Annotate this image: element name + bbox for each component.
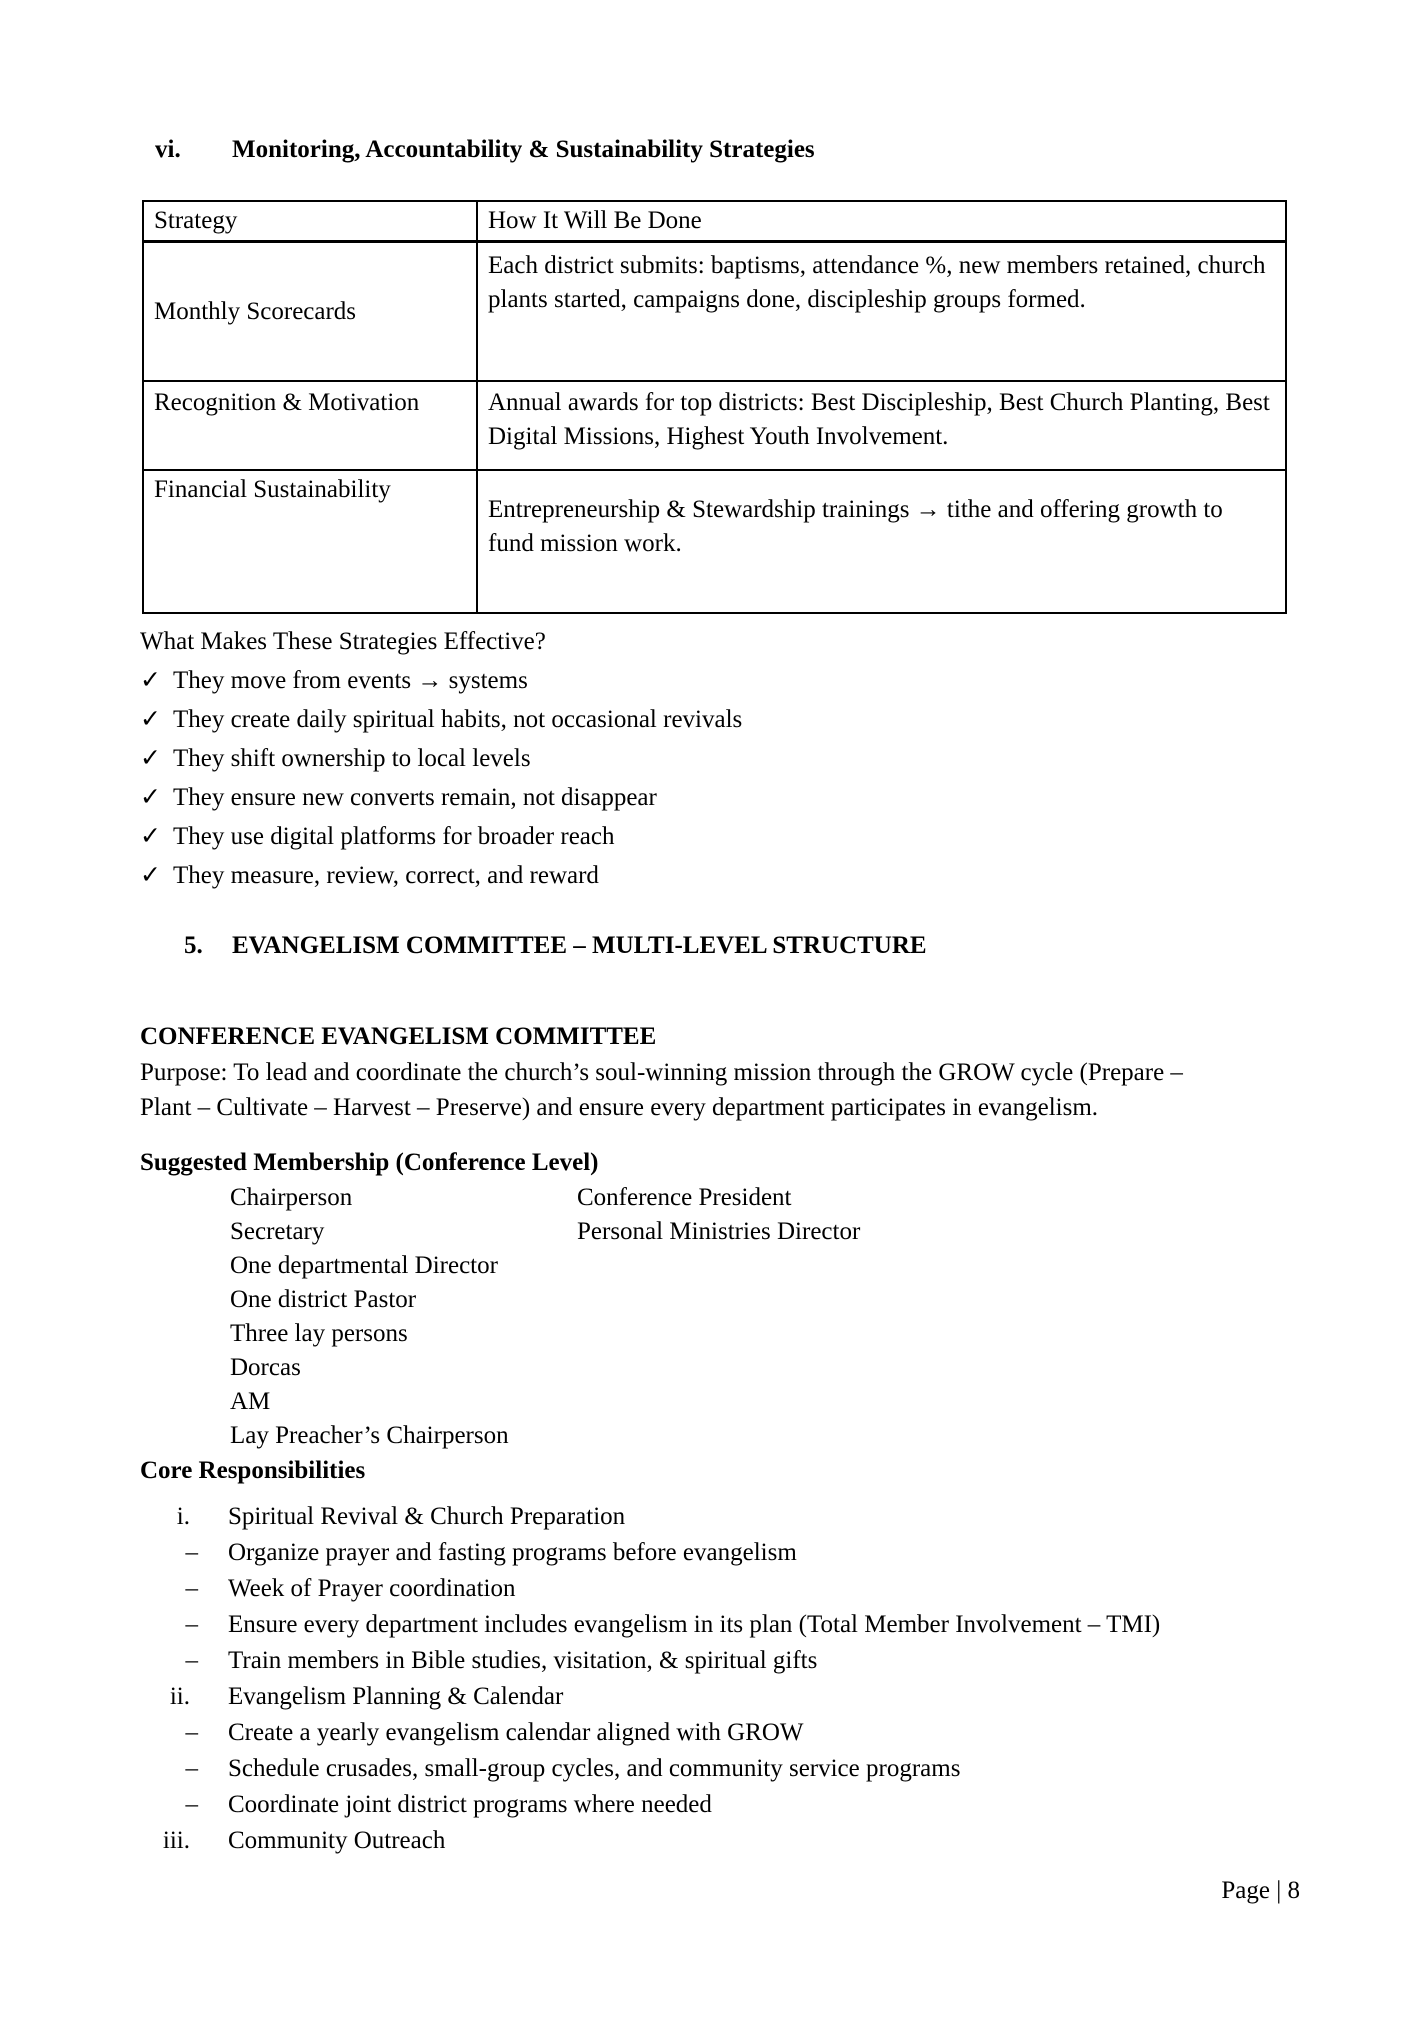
check-icon: ✓ bbox=[140, 821, 161, 850]
membership-role: One district Pastor bbox=[230, 1286, 417, 1313]
column-header-how: How It Will Be Done bbox=[477, 201, 1286, 242]
responsibility-group-heading bbox=[140, 1679, 1290, 1715]
membership-row bbox=[230, 1317, 1290, 1351]
effectiveness-question: What Makes These Strategies Effective? bbox=[140, 628, 546, 655]
responsibility-item-text: Create a yearly evangelism calendar aligned with GROW bbox=[228, 1719, 804, 1746]
cell-how bbox=[477, 381, 1286, 470]
responsibility-group-heading bbox=[140, 1499, 1290, 1535]
check-item-text: They measure, review, correct, and reward bbox=[173, 862, 599, 889]
check-item-text: They use digital platforms for broader reach bbox=[173, 823, 615, 850]
check-item-text: They shift ownership to local levels bbox=[173, 745, 531, 772]
dash-marker: – bbox=[185, 1755, 198, 1782]
cell-how-text: Each district submits: baptisms, attendance %, new members retained, church plants started, campaigns done, discipleship groups formed. bbox=[488, 252, 1266, 313]
responsibility-item bbox=[140, 1643, 1290, 1679]
section-vi-number: vi. bbox=[155, 136, 181, 163]
list-item bbox=[140, 778, 1290, 817]
dash-marker: – bbox=[185, 1575, 198, 1602]
section-5-title: EVANGELISM COMMITTEE – MULTI-LEVEL STRUCTURE bbox=[232, 932, 927, 959]
list-item bbox=[140, 739, 1290, 778]
membership-row bbox=[230, 1249, 1290, 1283]
responsibility-item bbox=[140, 1535, 1290, 1571]
membership-row bbox=[230, 1283, 1290, 1317]
check-icon: ✓ bbox=[140, 782, 161, 811]
membership-role: Dorcas bbox=[230, 1354, 301, 1381]
roman-numeral-marker: i. bbox=[176, 1503, 190, 1530]
section-vi-heading bbox=[155, 132, 1290, 168]
responsibility-item bbox=[140, 1607, 1290, 1643]
check-icon: ✓ bbox=[140, 860, 161, 889]
responsibility-item bbox=[140, 1715, 1290, 1751]
core-responsibilities-heading: Core Responsibilities bbox=[140, 1457, 366, 1484]
list-item bbox=[140, 817, 1290, 856]
responsibilities-list bbox=[140, 1499, 1290, 1859]
cell-strategy: Monthly Scorecards bbox=[143, 242, 477, 382]
table-header-row bbox=[143, 201, 1286, 242]
responsibility-item-text: Ensure every department includes evangelism in its plan (Total Member Involvement – TMI) bbox=[228, 1611, 1161, 1638]
cell-strategy: Financial Sustainability bbox=[143, 470, 477, 613]
check-icon: ✓ bbox=[140, 743, 161, 772]
section-vi-title: Monitoring, Accountability & Sustainability Strategies bbox=[232, 136, 815, 163]
cell-strategy: Recognition & Motivation bbox=[143, 381, 477, 470]
table-row bbox=[143, 242, 1286, 382]
membership-role: Chairperson bbox=[230, 1184, 353, 1211]
membership-role: One departmental Director bbox=[230, 1252, 498, 1279]
check-icon: ✓ bbox=[140, 665, 161, 694]
column-header-strategy: Strategy bbox=[143, 201, 477, 242]
dash-marker: – bbox=[185, 1647, 198, 1674]
section-5-heading bbox=[184, 928, 1290, 964]
membership-row bbox=[230, 1385, 1290, 1419]
list-item bbox=[140, 700, 1290, 739]
check-item-text: They ensure new converts remain, not disappear bbox=[173, 784, 657, 811]
responsibility-group-heading bbox=[140, 1823, 1290, 1859]
membership-row bbox=[230, 1215, 1290, 1249]
cell-how bbox=[477, 242, 1286, 382]
check-icon: ✓ bbox=[140, 704, 161, 733]
responsibility-item bbox=[140, 1787, 1290, 1823]
membership-role: Secretary bbox=[230, 1218, 325, 1245]
responsibility-item-text: Coordinate joint district programs where needed bbox=[228, 1791, 712, 1818]
dash-marker: – bbox=[185, 1611, 198, 1638]
cell-how-text: Annual awards for top districts: Best Discipleship, Best Church Planting, Best Digital Missions, Highest Youth Involvement. bbox=[488, 389, 1270, 450]
page-number: Page | 8 bbox=[1221, 1877, 1300, 1904]
membership-heading: Suggested Membership (Conference Level) bbox=[140, 1149, 599, 1176]
list-item bbox=[140, 856, 1290, 895]
check-item-text: They create daily spiritual habits, not occasional revivals bbox=[173, 706, 743, 733]
responsibility-item-text: Week of Prayer coordination bbox=[228, 1575, 516, 1602]
list-item bbox=[140, 661, 1290, 700]
responsibility-group-title: Evangelism Planning & Calendar bbox=[228, 1683, 564, 1710]
section-5-number: 5. bbox=[184, 932, 203, 959]
cell-how-text: Entrepreneurship & Stewardship trainings → tithe and offering growth to fund mission work. bbox=[488, 496, 1223, 557]
table-row bbox=[143, 381, 1286, 470]
membership-person: Personal Ministries Director bbox=[577, 1218, 861, 1245]
dash-marker: – bbox=[185, 1539, 198, 1566]
responsibility-group-title: Community Outreach bbox=[228, 1827, 446, 1854]
responsibility-item-text: Schedule crusades, small-group cycles, and community service programs bbox=[228, 1755, 961, 1782]
membership-row bbox=[230, 1181, 1290, 1215]
dash-marker: – bbox=[185, 1791, 198, 1818]
membership-role: Lay Preacher’s Chairperson bbox=[230, 1422, 509, 1449]
dash-marker: – bbox=[185, 1719, 198, 1746]
membership-row bbox=[230, 1419, 1290, 1453]
responsibility-item bbox=[140, 1571, 1290, 1607]
membership-role: AM bbox=[230, 1388, 271, 1415]
purpose-paragraph: Purpose: To lead and coordinate the church’s soul-winning mission through the GROW cycle (Prepare – Plant – Cultivate – Harvest – Preserve) and ensure every department participates in evangelism. bbox=[140, 1059, 1183, 1121]
responsibility-group-title: Spiritual Revival & Church Preparation bbox=[228, 1503, 626, 1530]
membership-row bbox=[230, 1351, 1290, 1385]
table-row bbox=[143, 470, 1286, 613]
conference-committee-heading: CONFERENCE EVANGELISM COMMITTEE bbox=[140, 1023, 657, 1050]
cell-how bbox=[477, 470, 1286, 613]
check-item-text: They move from events → systems bbox=[173, 667, 528, 694]
membership-person: Conference President bbox=[577, 1184, 792, 1211]
responsibility-item-text: Organize prayer and fasting programs before evangelism bbox=[228, 1539, 797, 1566]
membership-role: Three lay persons bbox=[230, 1320, 408, 1347]
strategy-table bbox=[142, 200, 1287, 614]
roman-numeral-marker: ii. bbox=[169, 1683, 190, 1710]
responsibility-item-text: Train members in Bible studies, visitation, & spiritual gifts bbox=[228, 1647, 818, 1674]
responsibility-item bbox=[140, 1751, 1290, 1787]
roman-numeral-marker: iii. bbox=[162, 1827, 190, 1854]
